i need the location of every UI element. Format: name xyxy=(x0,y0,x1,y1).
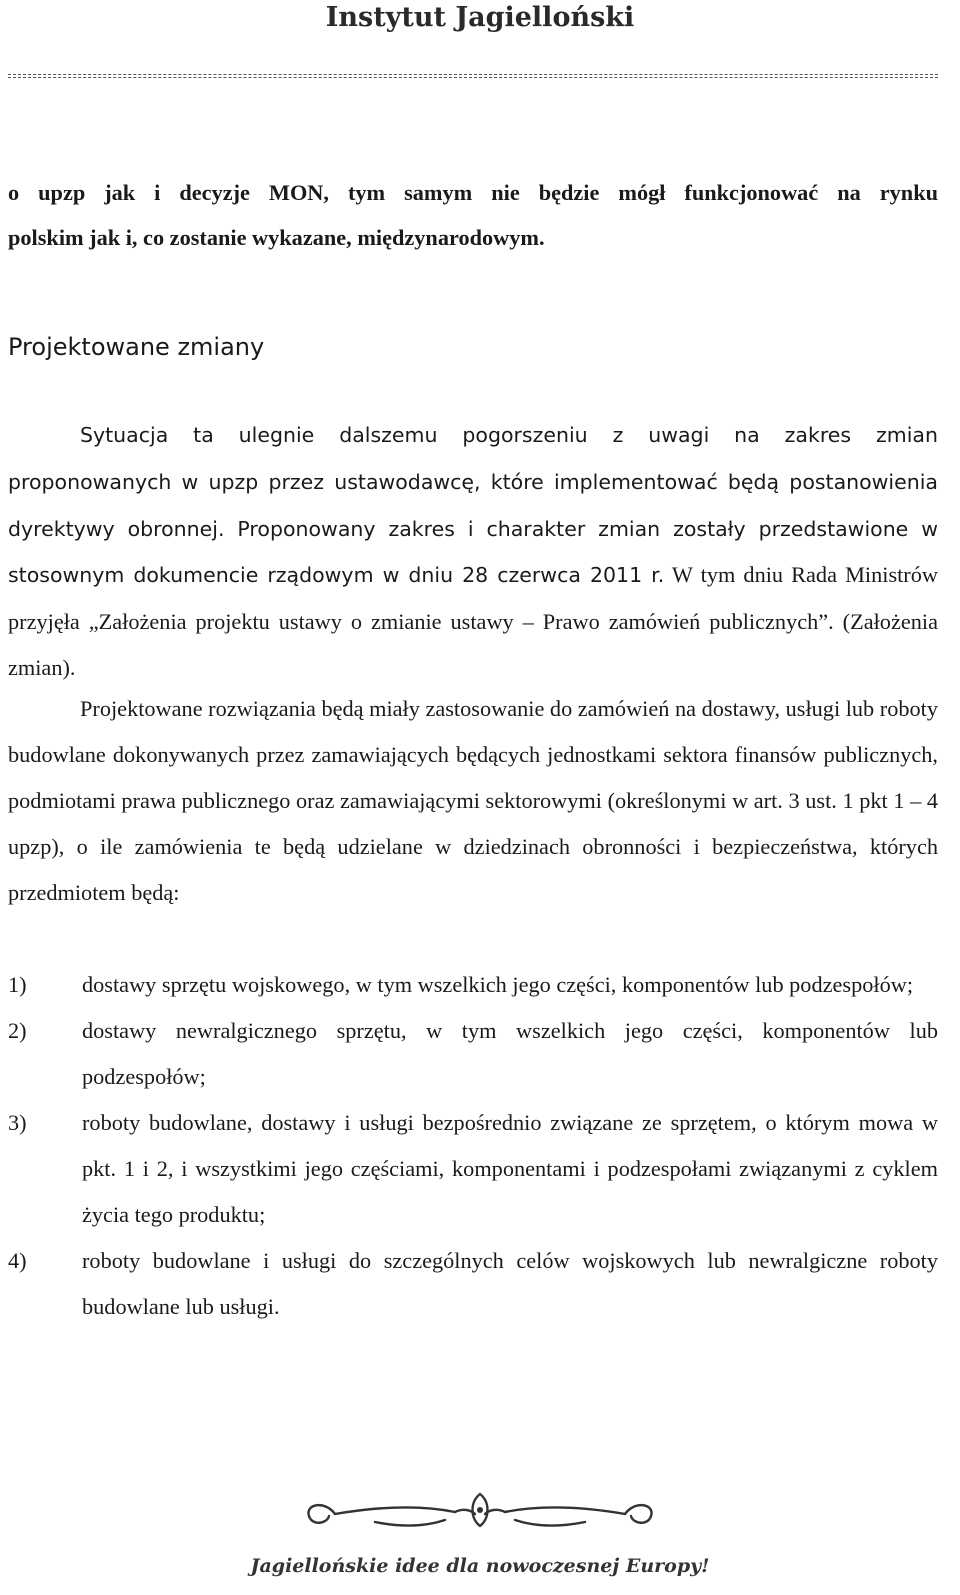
paragraph-scope-text: Projektowane rozwiązania będą miały zastosowanie do zamówień na dostawy, usługi lub roboty budowlane dokonywanych przez zamawiających będących jednostkami sektora finansów publicznych, podmiotami prawa publicznego oraz zamawiającymi sektorowymi (określonymi w art. 3 ust. 1 pkt 1 – 4 upzp), o ile zamówienia te będą udzielane w dziedzinach obronności i bezpieczeństwa, których przedmiotem będą: xyxy=(8,696,938,905)
header-divider-second xyxy=(8,77,938,78)
list-item xyxy=(8,962,938,1008)
intro-paragraph xyxy=(8,170,938,260)
list-item-number: 3) xyxy=(8,1110,27,1135)
footer-slogan: Jagiellońskie idee dla nowoczesnej Europy! xyxy=(250,1555,710,1577)
section-heading: Projektowane zmiany xyxy=(8,333,265,361)
page-header-title: Instytut Jagielloński xyxy=(325,2,635,33)
paragraph-situation xyxy=(8,412,938,691)
list-item xyxy=(8,1238,938,1330)
list-item-text: dostawy newralgicznego sprzętu, w tym wszelkich jego części, komponentów lub podzespołów; xyxy=(82,1018,938,1089)
list-item-number: 4) xyxy=(8,1248,27,1273)
list-item-text: roboty budowlane i usługi do szczególnych celów wojskowych lub newralgiczne roboty budowlane lub usługi. xyxy=(82,1248,938,1319)
scope-list xyxy=(8,962,938,1330)
list-item-number: 2) xyxy=(8,1018,27,1043)
list-item-text: roboty budowlane, dostawy i usługi bezpośrednio związane ze sprzętem, o którym mowa w pkt. 1 i 2, i wszystkimi jego częściami, komponentami i podzespołami związanymi z cyklem życia tego produktu; xyxy=(82,1110,938,1227)
footer-ornament-icon xyxy=(295,1480,665,1540)
paragraph-scope xyxy=(8,686,938,916)
paragraph-situation-serif: W tym dniu Rada Ministrów przyjęła „Założenia projektu ustawy o zmianie ustawy – Prawo zamówień publicznych”. (Założenia zmian). xyxy=(8,562,938,680)
intro-line-1: o upzp jak i decyzje MON, tym samym nie będzie mógł funkcjonować na rynku xyxy=(8,180,938,205)
list-item-number: 1) xyxy=(8,972,27,997)
intro-line-2: polskim jak i, co zostanie wykazane, międzynarodowym. xyxy=(8,225,545,250)
list-item xyxy=(8,1008,938,1100)
header-divider xyxy=(8,74,938,75)
list-item-text: dostawy sprzętu wojskowego, w tym wszelkich jego części, komponentów lub podzespołów; xyxy=(82,972,914,997)
list-item xyxy=(8,1100,938,1238)
paragraph-situation-sans: Sytuacja ta ulegnie dalszemu pogorszeniu z uwagi na zakres zmian proponowanych w upzp przez ustawodawcę, które implementować będą postanowienia dyrektywy obronnej. Proponowany zakres i charakter zmian zostały przedstawione w stosownym dokumencie rządowym w dniu 28 czerwca 2011 r. xyxy=(8,423,938,588)
